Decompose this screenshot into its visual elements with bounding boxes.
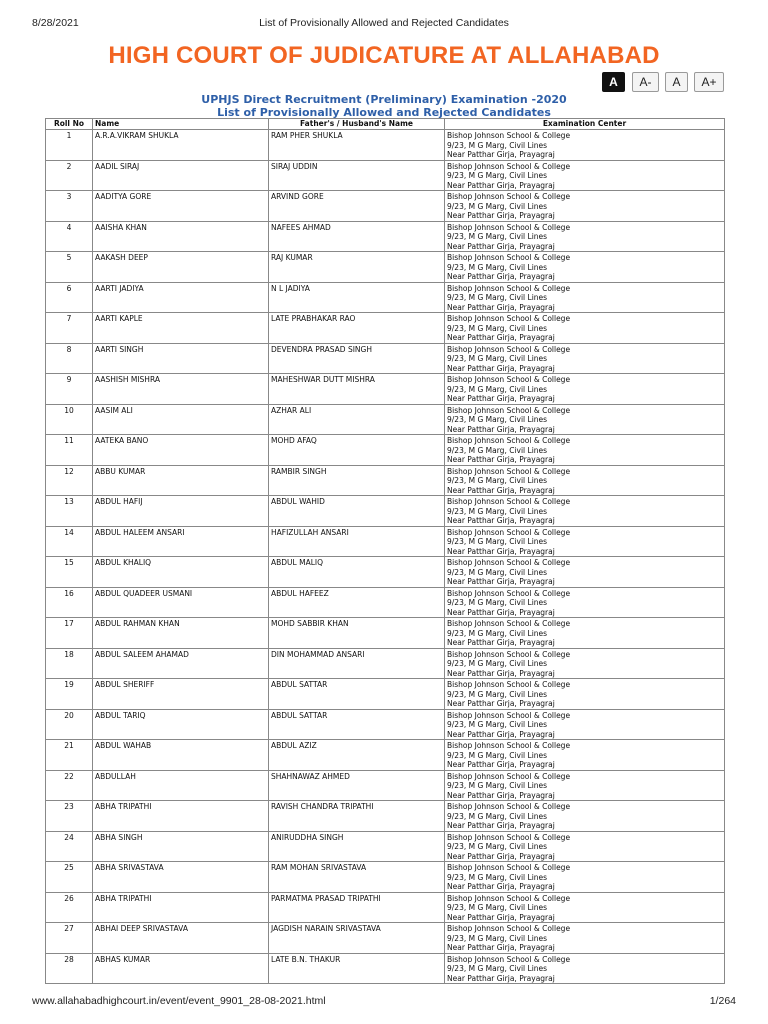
- cell-name: AAKASH DEEP: [93, 252, 269, 283]
- exam-center-line: 9/23, M G Marg, Civil Lines: [447, 964, 548, 973]
- cell-roll-no: 6: [46, 282, 93, 313]
- exam-center-line: Near Patthar Girja, Prayagraj: [447, 973, 555, 983]
- exam-center-line: Near Patthar Girja, Prayagraj: [447, 241, 555, 251]
- exam-center-line: 9/23, M G Marg, Civil Lines: [447, 689, 548, 699]
- cell-exam-center: [445, 496, 725, 527]
- exam-center-line: Bishop Johnson School & College: [447, 314, 571, 323]
- cell-roll-no: 14: [46, 526, 93, 557]
- header-name: Name: [93, 119, 269, 130]
- exam-center-line: Bishop Johnson School & College: [447, 649, 571, 659]
- cell-exam-center: [445, 740, 725, 771]
- cell-father-name: RAVISH CHANDRA TRIPATHI: [269, 801, 445, 832]
- exam-center-line: Bishop Johnson School & College: [447, 436, 571, 445]
- table-row: [46, 435, 725, 466]
- exam-center-line: 9/23, M G Marg, Civil Lines: [447, 506, 548, 516]
- cell-exam-center: [445, 679, 725, 710]
- exam-center-line: Near Patthar Girja, Prayagraj: [447, 150, 555, 159]
- candidates-table-container: [45, 118, 724, 984]
- exam-center-line: Bishop Johnson School & College: [447, 253, 571, 262]
- exam-center-line: Bishop Johnson School & College: [447, 527, 571, 537]
- table-row: [46, 862, 725, 893]
- exam-center-line: 9/23, M G Marg, Civil Lines: [447, 293, 548, 302]
- exam-center-line: Near Patthar Girja, Prayagraj: [447, 851, 555, 861]
- exam-center-line: Near Patthar Girja, Prayagraj: [447, 363, 555, 373]
- cell-exam-center: [445, 709, 725, 740]
- font-increase-button[interactable]: A+: [694, 72, 724, 92]
- cell-name: ABDUL SHERIFF: [93, 679, 269, 710]
- cell-roll-no: 25: [46, 862, 93, 893]
- list-title: List of Provisionally Allowed and Rejected Candidates: [217, 106, 551, 119]
- cell-name: ABHAI DEEP SRIVASTAVA: [93, 923, 269, 954]
- exam-center-line: Near Patthar Girja, Prayagraj: [447, 394, 555, 403]
- cell-exam-center: [445, 404, 725, 435]
- cell-roll-no: 20: [46, 709, 93, 740]
- exam-center-line: 9/23, M G Marg, Civil Lines: [447, 476, 548, 485]
- cell-father-name: ABDUL AZIZ: [269, 740, 445, 771]
- cell-name: AADITYA GORE: [93, 191, 269, 222]
- table-row: [46, 343, 725, 374]
- exam-center-line: Near Patthar Girja, Prayagraj: [447, 668, 555, 678]
- cell-name: ABDUL SALEEM AHAMAD: [93, 648, 269, 679]
- print-document-title: List of Provisionally Allowed and Rejected Candidates: [259, 17, 509, 29]
- table-row: [46, 831, 725, 862]
- exam-center-line: Near Patthar Girja, Prayagraj: [447, 302, 555, 312]
- exam-center-line: Bishop Johnson School & College: [447, 710, 571, 720]
- cell-roll-no: 21: [46, 740, 93, 771]
- cell-father-name: MOHD AFAQ: [269, 435, 445, 466]
- exam-center-line: 9/23, M G Marg, Civil Lines: [447, 537, 548, 546]
- cell-father-name: ANIRUDDHA SINGH: [269, 831, 445, 862]
- exam-center-line: Near Patthar Girja, Prayagraj: [447, 577, 555, 586]
- header-father-name: Father's / Husband's Name: [269, 119, 445, 130]
- exam-center-line: Near Patthar Girja, Prayagraj: [447, 943, 555, 952]
- exam-center-line: Bishop Johnson School & College: [447, 192, 571, 201]
- cell-father-name: DEVENDRA PRASAD SINGH: [269, 343, 445, 374]
- cell-exam-center: [445, 923, 725, 954]
- cell-roll-no: 4: [46, 221, 93, 252]
- exam-center-line: Bishop Johnson School & College: [447, 863, 571, 872]
- cell-name: ABBU KUMAR: [93, 465, 269, 496]
- cell-exam-center: [445, 374, 725, 405]
- cell-name: AATEKA BANO: [93, 435, 269, 466]
- exam-center-line: Near Patthar Girja, Prayagraj: [447, 546, 555, 556]
- exam-center-line: Near Patthar Girja, Prayagraj: [447, 333, 555, 342]
- cell-roll-no: 10: [46, 404, 93, 435]
- cell-name: ABHA TRIPATHI: [93, 892, 269, 923]
- exam-center-line: Bishop Johnson School & College: [447, 680, 571, 689]
- exam-center-line: 9/23, M G Marg, Civil Lines: [447, 811, 548, 821]
- cell-father-name: ABDUL SATTAR: [269, 679, 445, 710]
- cell-father-name: MOHD SABBIR KHAN: [269, 618, 445, 649]
- table-row: [46, 282, 725, 313]
- exam-center-line: Near Patthar Girja, Prayagraj: [447, 760, 555, 769]
- font-normal-button[interactable]: A: [665, 72, 688, 92]
- cell-name: AASHISH MISHRA: [93, 374, 269, 405]
- exam-center-line: 9/23, M G Marg, Civil Lines: [447, 445, 548, 455]
- exam-center-line: Near Patthar Girja, Prayagraj: [447, 455, 555, 464]
- exam-center-line: 9/23, M G Marg, Civil Lines: [447, 201, 548, 211]
- table-row: [46, 191, 725, 222]
- exam-center-line: Bishop Johnson School & College: [447, 588, 571, 598]
- candidates-table: [45, 118, 725, 984]
- cell-father-name: ARVIND GORE: [269, 191, 445, 222]
- cell-father-name: ABDUL HAFEEZ: [269, 587, 445, 618]
- exam-title: UPHJS Direct Recruitment (Preliminary) Examination -2020: [201, 93, 567, 106]
- cell-roll-no: 27: [46, 923, 93, 954]
- cell-father-name: NAFEES AHMAD: [269, 221, 445, 252]
- exam-center-line: 9/23, M G Marg, Civil Lines: [447, 781, 548, 790]
- cell-roll-no: 3: [46, 191, 93, 222]
- cell-exam-center: [445, 557, 725, 588]
- cell-roll-no: 7: [46, 313, 93, 344]
- table-row: [46, 252, 725, 283]
- exam-center-line: 9/23, M G Marg, Civil Lines: [447, 262, 548, 272]
- table-row: [46, 221, 725, 252]
- cell-roll-no: 15: [46, 557, 93, 588]
- exam-center-line: Near Patthar Girja, Prayagraj: [447, 211, 555, 220]
- font-default-button[interactable]: A: [602, 72, 625, 92]
- cell-roll-no: 18: [46, 648, 93, 679]
- cell-father-name: PARMATMA PRASAD TRIPATHI: [269, 892, 445, 923]
- cell-exam-center: [445, 953, 725, 984]
- exam-center-line: 9/23, M G Marg, Civil Lines: [447, 567, 548, 577]
- cell-exam-center: [445, 831, 725, 862]
- cell-roll-no: 22: [46, 770, 93, 801]
- table-row: [46, 770, 725, 801]
- cell-father-name: JAGDISH NARAIN SRIVASTAVA: [269, 923, 445, 954]
- exam-center-line: Near Patthar Girja, Prayagraj: [447, 821, 555, 830]
- cell-roll-no: 9: [46, 374, 93, 405]
- exam-center-line: Bishop Johnson School & College: [447, 405, 571, 415]
- cell-father-name: LATE PRABHAKAR RAO: [269, 313, 445, 344]
- cell-roll-no: 24: [46, 831, 93, 862]
- exam-center-line: Bishop Johnson School & College: [447, 741, 571, 750]
- cell-father-name: ABDUL MALIQ: [269, 557, 445, 588]
- cell-father-name: RAMBIR SINGH: [269, 465, 445, 496]
- court-title: HIGH COURT OF JUDICATURE AT ALLAHABAD: [108, 42, 660, 69]
- cell-name: ABDUL WAHAB: [93, 740, 269, 771]
- exam-center-line: 9/23, M G Marg, Civil Lines: [447, 628, 548, 638]
- table-row: [46, 587, 725, 618]
- cell-name: ABDUL RAHMAN KHAN: [93, 618, 269, 649]
- cell-exam-center: [445, 526, 725, 557]
- exam-center-line: Bishop Johnson School & College: [447, 375, 571, 384]
- cell-exam-center: [445, 648, 725, 679]
- exam-center-line: Bishop Johnson School & College: [447, 771, 571, 781]
- print-date: 8/28/2021: [32, 17, 79, 29]
- table-row: [46, 679, 725, 710]
- cell-roll-no: 19: [46, 679, 93, 710]
- exam-center-line: 9/23, M G Marg, Civil Lines: [447, 750, 548, 760]
- cell-name: AARTI JADIYA: [93, 282, 269, 313]
- cell-exam-center: [445, 313, 725, 344]
- exam-center-line: Bishop Johnson School & College: [447, 558, 571, 567]
- table-row: [46, 709, 725, 740]
- cell-roll-no: 12: [46, 465, 93, 496]
- exam-center-line: Bishop Johnson School & College: [447, 924, 571, 933]
- exam-center-line: Bishop Johnson School & College: [447, 344, 571, 354]
- exam-center-line: Bishop Johnson School & College: [447, 893, 571, 903]
- cell-name: ABDUL KHALIQ: [93, 557, 269, 588]
- table-row: [46, 526, 725, 557]
- exam-center-line: 9/23, M G Marg, Civil Lines: [447, 354, 548, 363]
- exam-center-line: 9/23, M G Marg, Civil Lines: [447, 323, 548, 333]
- exam-center-line: 9/23, M G Marg, Civil Lines: [447, 171, 548, 180]
- cell-name: ABDUL QUADEER USMANI: [93, 587, 269, 618]
- cell-exam-center: [445, 435, 725, 466]
- header-exam-center: Examination Center: [445, 119, 725, 130]
- exam-center-line: 9/23, M G Marg, Civil Lines: [447, 933, 548, 943]
- exam-center-line: Bishop Johnson School & College: [447, 283, 571, 293]
- cell-roll-no: 28: [46, 953, 93, 984]
- cell-name: ABHA SRIVASTAVA: [93, 862, 269, 893]
- cell-name: A.R.A.VIKRAM SHUKLA: [93, 130, 269, 161]
- cell-roll-no: 13: [46, 496, 93, 527]
- table-row: [46, 557, 725, 588]
- table-row: [46, 313, 725, 344]
- exam-center-line: Bishop Johnson School & College: [447, 954, 571, 964]
- exam-center-line: 9/23, M G Marg, Civil Lines: [447, 415, 548, 424]
- cell-roll-no: 5: [46, 252, 93, 283]
- cell-roll-no: 2: [46, 160, 93, 191]
- cell-exam-center: [445, 801, 725, 832]
- cell-roll-no: 8: [46, 343, 93, 374]
- cell-name: ABHA TRIPATHI: [93, 801, 269, 832]
- page-number: 1/264: [709, 995, 736, 1007]
- exam-center-line: Near Patthar Girja, Prayagraj: [447, 912, 555, 922]
- table-row: [46, 374, 725, 405]
- cell-name: ABHAS KUMAR: [93, 953, 269, 984]
- cell-exam-center: [445, 618, 725, 649]
- cell-exam-center: [445, 465, 725, 496]
- exam-center-line: Bishop Johnson School & College: [447, 131, 571, 140]
- table-row: [46, 160, 725, 191]
- exam-center-line: 9/23, M G Marg, Civil Lines: [447, 140, 548, 150]
- cell-exam-center: [445, 587, 725, 618]
- table-row: [46, 618, 725, 649]
- cell-father-name: ABDUL SATTAR: [269, 709, 445, 740]
- cell-exam-center: [445, 282, 725, 313]
- exam-center-line: Bishop Johnson School & College: [447, 466, 571, 476]
- cell-exam-center: [445, 252, 725, 283]
- exam-center-line: 9/23, M G Marg, Civil Lines: [447, 598, 548, 607]
- cell-father-name: SHAHNAWAZ AHMED: [269, 770, 445, 801]
- exam-center-line: Near Patthar Girja, Prayagraj: [447, 638, 555, 647]
- exam-center-line: Near Patthar Girja, Prayagraj: [447, 729, 555, 739]
- exam-center-line: Near Patthar Girja, Prayagraj: [447, 882, 555, 891]
- cell-father-name: AZHAR ALI: [269, 404, 445, 435]
- table-row: [46, 465, 725, 496]
- cell-father-name: HAFIZULLAH ANSARI: [269, 526, 445, 557]
- exam-center-line: Near Patthar Girja, Prayagraj: [447, 485, 555, 495]
- cell-roll-no: 26: [46, 892, 93, 923]
- cell-name: AARTI KAPLE: [93, 313, 269, 344]
- cell-roll-no: 11: [46, 435, 93, 466]
- cell-father-name: RAJ KUMAR: [269, 252, 445, 283]
- table-row: [46, 404, 725, 435]
- cell-exam-center: [445, 191, 725, 222]
- table-header-row: [46, 119, 725, 130]
- exam-center-line: Bishop Johnson School & College: [447, 802, 571, 811]
- cell-name: ABDULLAH: [93, 770, 269, 801]
- cell-father-name: RAM MOHAN SRIVASTAVA: [269, 862, 445, 893]
- cell-roll-no: 16: [46, 587, 93, 618]
- table-row: [46, 130, 725, 161]
- cell-father-name: MAHESHWAR DUTT MISHRA: [269, 374, 445, 405]
- cell-name: AADIL SIRAJ: [93, 160, 269, 191]
- exam-center-line: Bishop Johnson School & College: [447, 497, 571, 506]
- cell-father-name: LATE B.N. THAKUR: [269, 953, 445, 984]
- exam-center-line: 9/23, M G Marg, Civil Lines: [447, 720, 548, 729]
- cell-roll-no: 1: [46, 130, 93, 161]
- exam-center-line: Near Patthar Girja, Prayagraj: [447, 607, 555, 617]
- cell-exam-center: [445, 770, 725, 801]
- exam-center-line: 9/23, M G Marg, Civil Lines: [447, 384, 548, 394]
- cell-exam-center: [445, 343, 725, 374]
- cell-name: AASIM ALI: [93, 404, 269, 435]
- cell-name: ABDUL TARIQ: [93, 709, 269, 740]
- table-row: [46, 648, 725, 679]
- header-roll-no: Roll No: [46, 119, 93, 130]
- cell-roll-no: 23: [46, 801, 93, 832]
- print-footer: [32, 995, 736, 1009]
- exam-center-line: Near Patthar Girja, Prayagraj: [447, 180, 555, 190]
- table-row: [46, 892, 725, 923]
- exam-center-line: Near Patthar Girja, Prayagraj: [447, 699, 555, 708]
- exam-center-line: 9/23, M G Marg, Civil Lines: [447, 232, 548, 241]
- cell-father-name: ABDUL WAHID: [269, 496, 445, 527]
- exam-center-line: Bishop Johnson School & College: [447, 832, 571, 842]
- exam-center-line: 9/23, M G Marg, Civil Lines: [447, 842, 548, 851]
- print-header: [32, 17, 736, 31]
- cell-name: ABDUL HAFIJ: [93, 496, 269, 527]
- exam-center-line: Near Patthar Girja, Prayagraj: [447, 516, 555, 525]
- table-row: [46, 496, 725, 527]
- cell-exam-center: [445, 862, 725, 893]
- cell-father-name: N L JADIYA: [269, 282, 445, 313]
- cell-exam-center: [445, 221, 725, 252]
- table-row: [46, 923, 725, 954]
- cell-exam-center: [445, 160, 725, 191]
- cell-name: AARTI SINGH: [93, 343, 269, 374]
- table-row: [46, 953, 725, 984]
- cell-exam-center: [445, 892, 725, 923]
- exam-center-line: Near Patthar Girja, Prayagraj: [447, 424, 555, 434]
- exam-center-line: Bishop Johnson School & College: [447, 161, 571, 171]
- table-body: [46, 130, 725, 984]
- exam-center-line: 9/23, M G Marg, Civil Lines: [447, 659, 548, 668]
- exam-center-line: Near Patthar Girja, Prayagraj: [447, 272, 555, 281]
- exam-center-line: 9/23, M G Marg, Civil Lines: [447, 872, 548, 882]
- cell-name: ABHA SINGH: [93, 831, 269, 862]
- table-row: [46, 740, 725, 771]
- page-url: www.allahabadhighcourt.in/event/event_9901_28-08-2021.html: [32, 995, 326, 1007]
- exam-center-line: Bishop Johnson School & College: [447, 619, 571, 628]
- table-row: [46, 801, 725, 832]
- cell-father-name: DIN MOHAMMAD ANSARI: [269, 648, 445, 679]
- exam-center-line: Near Patthar Girja, Prayagraj: [447, 790, 555, 800]
- exam-center-line: Bishop Johnson School & College: [447, 222, 571, 232]
- cell-roll-no: 17: [46, 618, 93, 649]
- cell-father-name: SIRAJ UDDIN: [269, 160, 445, 191]
- cell-father-name: RAM PHER SHUKLA: [269, 130, 445, 161]
- exam-center-line: 9/23, M G Marg, Civil Lines: [447, 903, 548, 912]
- cell-exam-center: [445, 130, 725, 161]
- font-decrease-button[interactable]: A-: [632, 72, 659, 92]
- cell-name: AAISHA KHAN: [93, 221, 269, 252]
- cell-name: ABDUL HALEEM ANSARI: [93, 526, 269, 557]
